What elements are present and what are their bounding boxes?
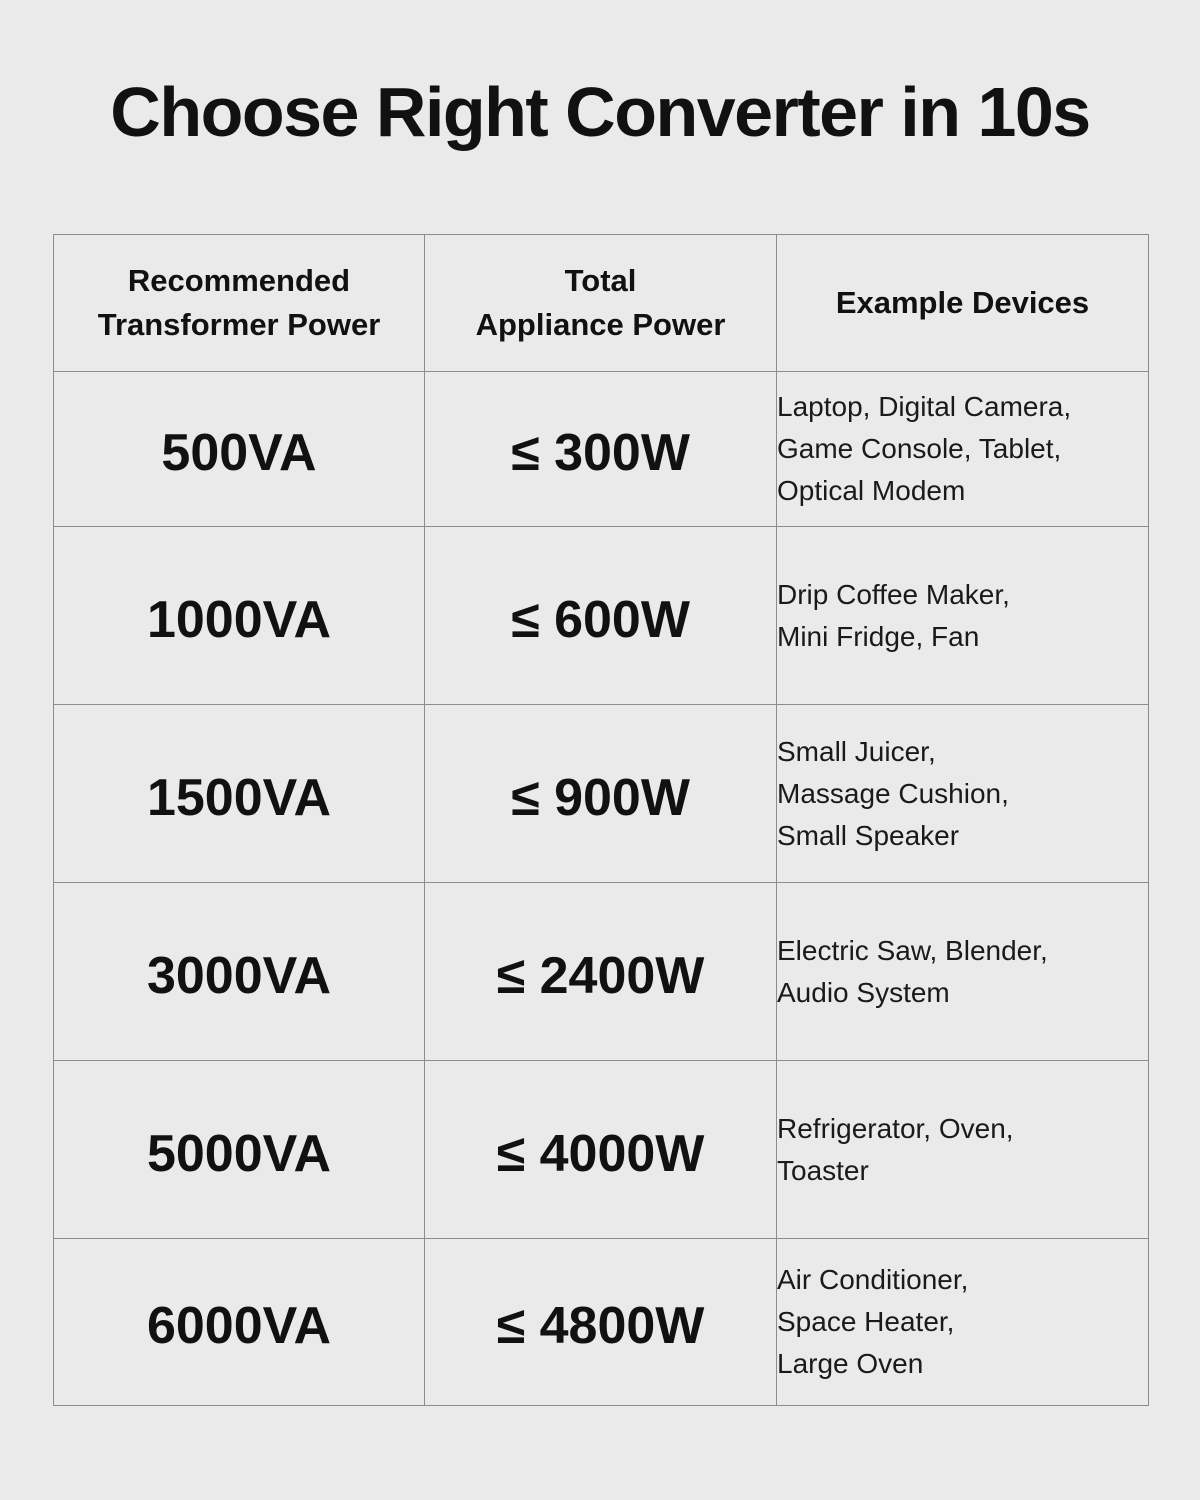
appliance-power-cell: ≤ 2400W: [425, 883, 777, 1061]
table-header: [54, 235, 1149, 372]
appliance-power-cell: ≤ 4800W: [425, 1239, 777, 1406]
table-row: [54, 527, 1149, 705]
transformer-power-cell: 6000VA: [54, 1239, 425, 1406]
transformer-power-cell: 1000VA: [54, 527, 425, 705]
header-appliance-power: Total Appliance Power: [425, 235, 777, 372]
transformer-power-cell: 5000VA: [54, 1061, 425, 1239]
header-transformer-power: Recommended Transformer Power: [54, 235, 425, 372]
appliance-power-cell: ≤ 600W: [425, 527, 777, 705]
example-devices-cell: Electric Saw, Blender, Audio System: [777, 883, 1149, 1061]
table-row: [54, 705, 1149, 883]
transformer-power-cell: 1500VA: [54, 705, 425, 883]
appliance-power-cell: ≤ 900W: [425, 705, 777, 883]
table-row: [54, 372, 1149, 527]
example-devices-cell: Drip Coffee Maker, Mini Fridge, Fan: [777, 527, 1149, 705]
example-devices-cell: Laptop, Digital Camera, Game Console, Tablet, Optical Modem: [777, 372, 1149, 527]
table-row: [54, 1239, 1149, 1406]
appliance-power-cell: ≤ 4000W: [425, 1061, 777, 1239]
header-row: [54, 235, 1149, 372]
header-example-devices: Example Devices: [777, 235, 1149, 372]
example-devices-cell: Small Juicer, Massage Cushion, Small Speaker: [777, 705, 1149, 883]
page-title: Choose Right Converter in 10s: [110, 73, 1090, 151]
table-row: [54, 1061, 1149, 1239]
transformer-power-cell: 500VA: [54, 372, 425, 527]
table-row: [54, 883, 1149, 1061]
appliance-power-cell: ≤ 300W: [425, 372, 777, 527]
example-devices-cell: Refrigerator, Oven, Toaster: [777, 1061, 1149, 1239]
converter-table: [53, 234, 1149, 1406]
example-devices-cell: Air Conditioner, Space Heater, Large Oven: [777, 1239, 1149, 1406]
transformer-power-cell: 3000VA: [54, 883, 425, 1061]
